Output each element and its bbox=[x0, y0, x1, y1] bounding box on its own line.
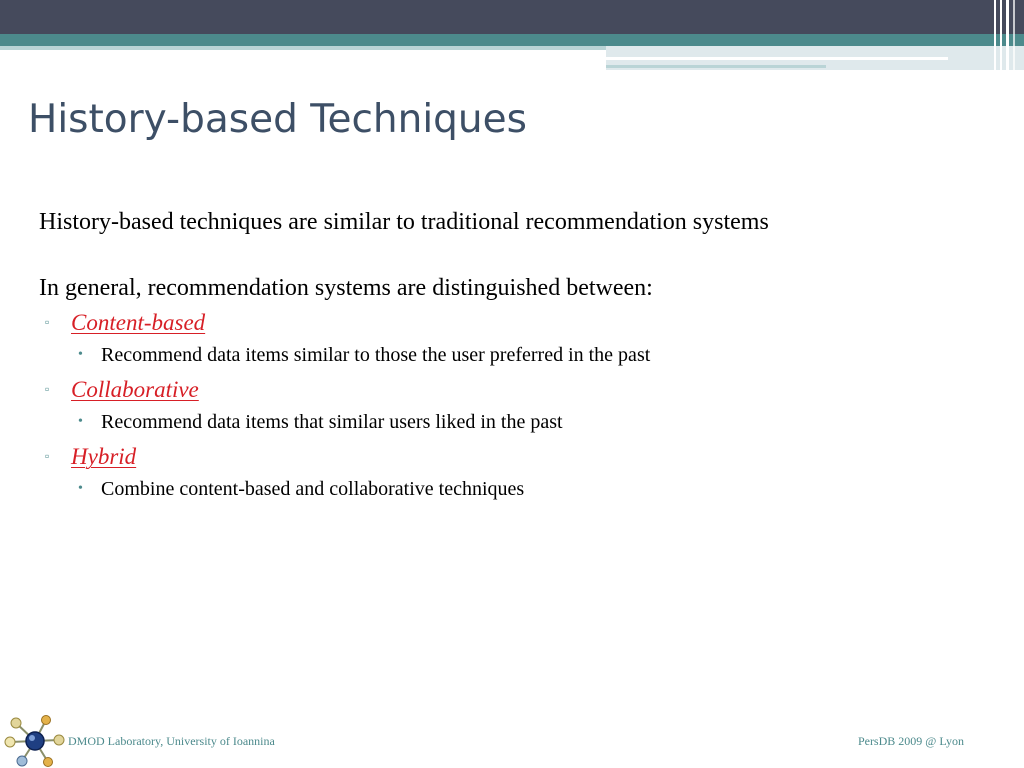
sub-list-item bbox=[71, 472, 939, 506]
square-bullet-icon: ▫ bbox=[45, 315, 50, 329]
footer-affiliation: DMOD Laboratory, University of Ioannina bbox=[68, 734, 275, 748]
dot-bullet-icon: • bbox=[78, 347, 83, 362]
sub-list bbox=[71, 405, 939, 439]
sub-list bbox=[71, 338, 939, 372]
recommendation-type-list bbox=[39, 307, 939, 506]
sub-list bbox=[71, 472, 939, 506]
list-item-content-based bbox=[39, 307, 939, 372]
header-vertical-stripe bbox=[1000, 0, 1002, 70]
list-item-hybrid bbox=[39, 441, 939, 506]
hybrid-link[interactable]: Hybrid bbox=[71, 444, 137, 469]
sub-list-item bbox=[71, 405, 939, 439]
content-based-link[interactable]: Content-based bbox=[71, 310, 206, 335]
sub-list-item bbox=[71, 338, 939, 372]
sub-item-text: Recommend data items similar to those the user preferred in the past bbox=[101, 344, 651, 366]
footer-event: PersDB 2009 @ Lyon bbox=[857, 734, 964, 748]
header-vertical-stripe bbox=[994, 0, 996, 70]
header-band-teal bbox=[0, 34, 1024, 46]
header-vertical-stripe bbox=[1013, 0, 1015, 70]
header-accent-line bbox=[606, 65, 826, 68]
sub-item-text: Combine content-based and collaborative techniques bbox=[101, 478, 525, 500]
slide-body bbox=[39, 206, 939, 506]
sub-item-text: Recommend data items that similar users liked in the past bbox=[101, 411, 563, 433]
square-bullet-icon: ▫ bbox=[45, 382, 50, 396]
collaborative-link[interactable]: Collaborative bbox=[71, 377, 199, 402]
dot-bullet-icon: • bbox=[78, 481, 83, 496]
distinction-paragraph: In general, recommendation systems are distinguished between: bbox=[39, 275, 653, 301]
dot-bullet-icon: • bbox=[78, 414, 83, 429]
square-bullet-icon: ▫ bbox=[45, 449, 50, 463]
header-accent-line bbox=[606, 57, 948, 60]
slide-title: History-based Techniques bbox=[28, 97, 527, 142]
list-item-collaborative bbox=[39, 374, 939, 439]
header-band-light-left bbox=[0, 46, 606, 50]
intro-paragraph: History-based techniques are similar to traditional recommendation systems bbox=[39, 209, 769, 235]
molecule-network-icon bbox=[2, 714, 66, 768]
header-vertical-stripe bbox=[1006, 0, 1009, 70]
header-band-dark bbox=[0, 0, 1024, 34]
